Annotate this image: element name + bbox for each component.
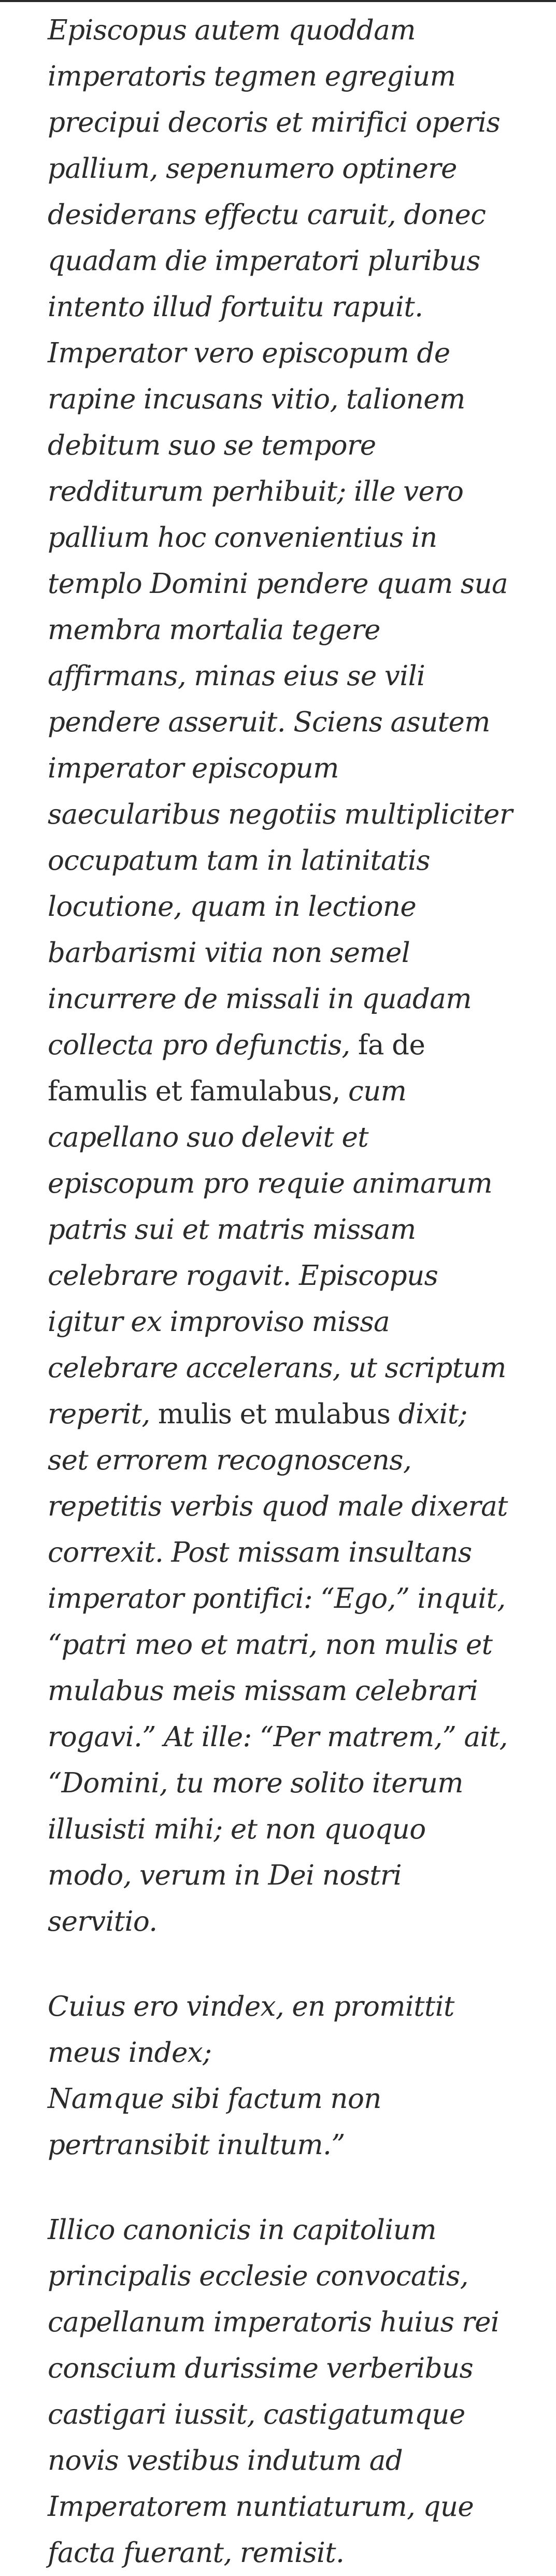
verse-line-1: Cuius ero vindex, en promittit meus index; <box>48 1991 454 2069</box>
paragraph-1 <box>48 7 514 1945</box>
top-divider <box>0 0 556 2</box>
article-body <box>48 7 514 2576</box>
paragraph-1-part-2: fa de famulis et famulabus, <box>48 1029 425 1107</box>
paragraph-1-part-3: cum capellano suo delevit et episcopum pro requie animarum patris sui et matris missam celebrare rogavit. Episcopus igitur ex improviso missa celebrare accelerans, ut scriptum reperit, <box>48 1075 506 1430</box>
verse-line-2: Namque sibi factum non pertransibit inultum.” <box>48 2083 381 2161</box>
verse-block <box>48 1984 514 2168</box>
paragraph-1-part-1: Episcopus autem quoddam imperatoris tegmen egregium precipui decoris et mirifici operis pallium, sepenumero optinere desiderans effectu caruit, donec quadam die imperatori pluribus intento illud fortuitu rapuit. Imperator vero episcopum de rapine incusans vitio, talionem debitum suo se tempore redditurum perhibuit; ille vero pallium hoc convenientius in templo Domini pendere quam sua membra mortalia tegere affirmans, minas eius se vili pendere asseruit. Sciens asutem imperator episcopum saecularibus negotiis multipliciter occupatum tam in latinitatis locutione, quam in lectione barbarismi vitia non semel incurrere de missali in quadam collecta pro defunctis, <box>48 15 512 1061</box>
paragraph-1-part-4: mulis et mulabus <box>150 1398 391 1430</box>
paragraph-3: Illico canonicis in capitolium principalis ecclesie convocatis, capellanum imperatoris huius rei conscium durissime verberibus castigari iussit, castigatumque novis vestibus indutum ad Imperatorem nuntiaturum, que facta fuerant, remisit. <box>48 2214 500 2569</box>
paragraph-1-part-5: dixit; set errorem recognoscens, repetitis verbis quod male dixerat correxit. Post missam insultans imperator pontifici: “Ego,” inquit, “patri meo et matri, non mulis et mulabus meis missam celebrari rogavi.” At ille: “Per matrem,” ait, “Domini, tu more solito iterum illusisti mihi; et non quoquo modo, verum in Dei nostri servitio. <box>48 1398 508 1937</box>
